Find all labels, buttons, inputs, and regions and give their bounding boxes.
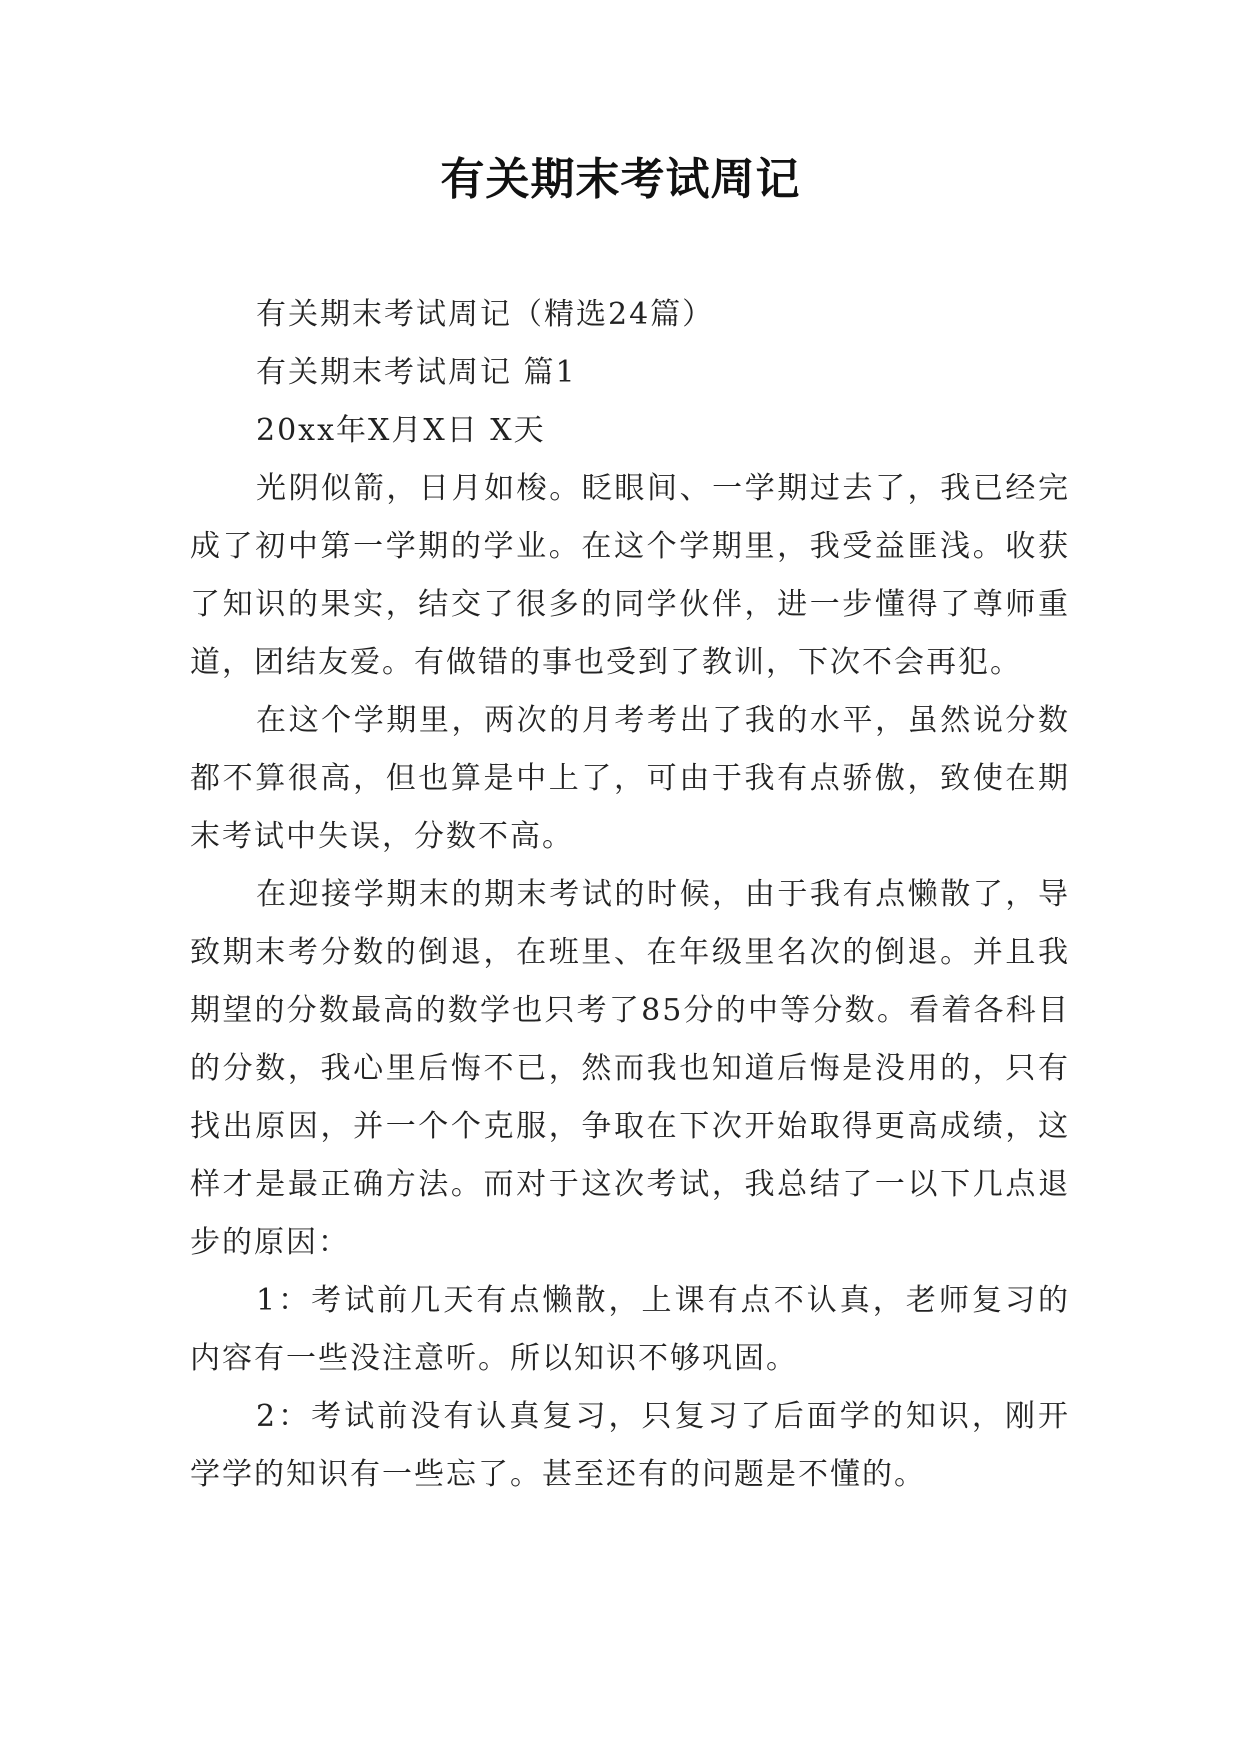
document-body (190, 286, 1070, 1504)
body-paragraph: 2：考试前没有认真复习，只复习了后面学的知识，刚开学学的知识有一些忘了。甚至还有的问题是不懂的。 (190, 1399, 1070, 1492)
body-paragraph: 在这个学期里，两次的月考考出了我的水平，虽然说分数都不算很高，但也算是中上了，可由于我有点骄傲，致使在期末考试中失误，分数不高。 (190, 703, 1070, 854)
body-paragraph: 在迎接学期末的期末考试的时候，由于我有点懒散了，导致期末考分数的倒退，在班里、在年级里名次的倒退。并且我期望的分数最高的数学也只考了85分的中等分数。看着各科目的分数，我心里后悔不已，然而我也知道后悔是没用的，只有找出原因，并一个个克服，争取在下次开始取得更高成绩，这样才是最正确方法。而对于这次考试，我总结了一以下几点退步的原因： (190, 877, 1070, 1260)
body-paragraph: 1：考试前几天有点懒散，上课有点不认真，老师复习的内容有一些没注意听。所以知识不够巩固。 (190, 1283, 1070, 1376)
body-paragraph: 光阴似箭，日月如梭。眨眼间、一学期过去了，我已经完成了初中第一学期的学业。在这个学期里，我受益匪浅。收获了知识的果实，结交了很多的同学伙伴，进一步懂得了尊师重道，团结友爱。有做错的事也受到了教训，下次不会再犯。 (190, 471, 1070, 680)
document-title: 有关期末考试周记 (440, 154, 801, 205)
date-line: 20xx年X月X日 X天 (256, 413, 546, 448)
section-heading: 有关期末考试周记 篇1 (256, 355, 577, 390)
subtitle-paragraph: 有关期末考试周记（精选24篇） (256, 297, 715, 332)
